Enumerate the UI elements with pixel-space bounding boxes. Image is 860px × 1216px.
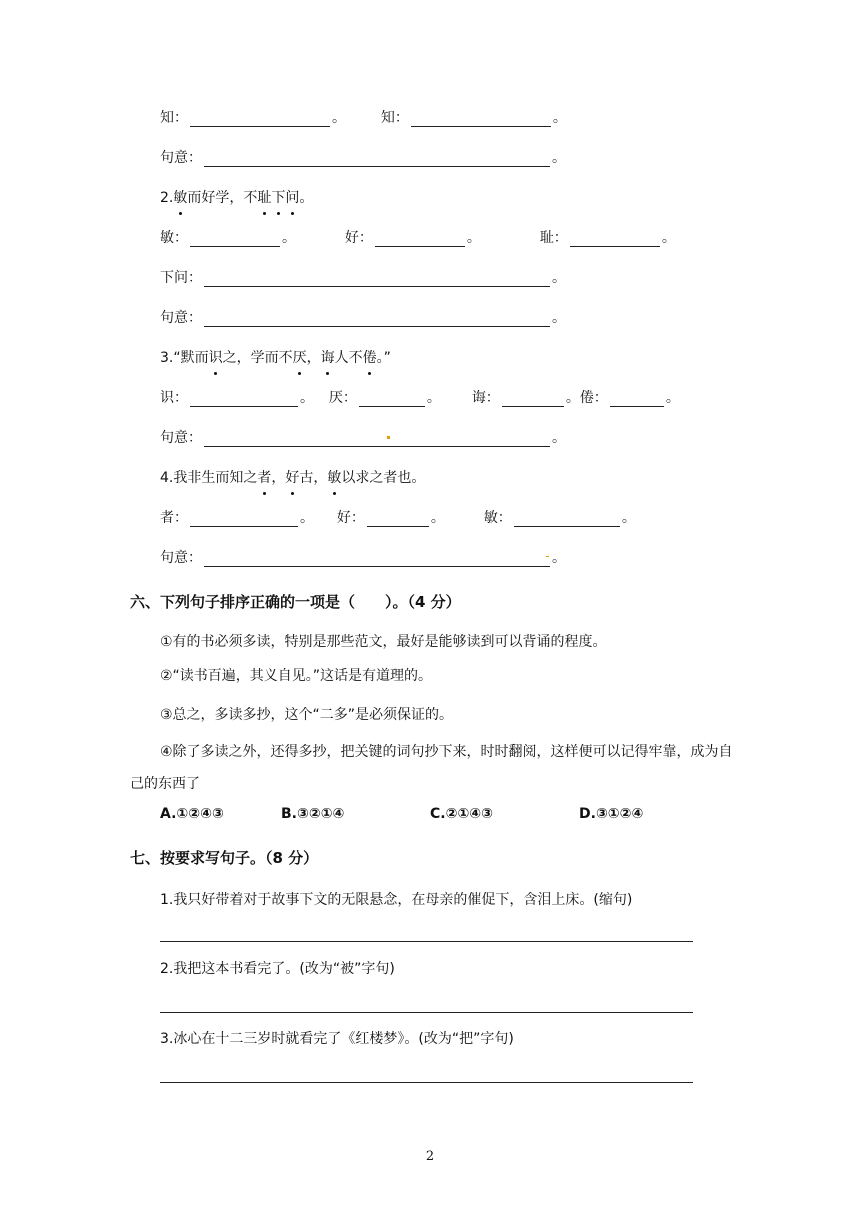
q4-min-end: 。 bbox=[621, 510, 636, 526]
q2-dotted-char: 耻 bbox=[257, 186, 271, 210]
q3-hui-label: 诲： bbox=[471, 390, 500, 406]
q2-min-blank[interactable] bbox=[190, 230, 280, 247]
q4-meaning-end: 。 bbox=[552, 550, 566, 566]
q4-meaning-blank[interactable] bbox=[204, 550, 550, 567]
section6-sentence-2: ②“读书百遍，其义自见。”这话是有道理的。 bbox=[160, 668, 433, 684]
q3-juan-label: 倦： bbox=[579, 390, 608, 406]
section7-heading: 七、按要求写句子。（8 分） bbox=[130, 849, 319, 867]
q4-title-part: 以求之者也。 bbox=[341, 470, 426, 486]
edit-marker bbox=[546, 556, 549, 557]
q2-min-label: 敏： bbox=[160, 230, 188, 246]
q2-meaning-row bbox=[160, 306, 566, 330]
q1-zhi1-end: 。 bbox=[332, 110, 346, 126]
q4-dotted-char: 敏 bbox=[327, 466, 341, 490]
q4-title bbox=[160, 466, 425, 490]
q3-shi-end: 。 bbox=[300, 390, 314, 406]
q2-title-part: 2. bbox=[160, 190, 174, 206]
q2-meaning-label: 句意： bbox=[160, 310, 202, 326]
q4-hao-end: 。 bbox=[430, 510, 445, 526]
q2-chi-blank[interactable] bbox=[570, 230, 660, 247]
q4-title-part: 4.我非生而知之 bbox=[160, 470, 258, 486]
q2-xiawen-row bbox=[160, 266, 566, 290]
section7-answer-line-3[interactable] bbox=[160, 1082, 693, 1083]
q3-meaning-row bbox=[160, 426, 566, 450]
q3-hui-end: 。 bbox=[565, 390, 580, 406]
section7-question-1: 1.我只好带着对于故事下文的无限悬念，在母亲的催促下，含泪上床。(缩句) bbox=[160, 892, 633, 908]
q1-zhi2-blank[interactable] bbox=[411, 110, 551, 127]
q2-dotted-char: 下 bbox=[271, 186, 285, 210]
section6-sentence-4: ④除了多读之外，还得多抄，把关键的词句抄下来，时时翻阅，这样便可以记得牢靠，成为自己的东西了 bbox=[130, 744, 733, 792]
q4-meaning-label: 句意： bbox=[160, 550, 202, 566]
q1-meaning-label: 句意： bbox=[160, 150, 202, 166]
q2-hao-blank[interactable] bbox=[375, 230, 465, 247]
q2-xiawen-end: 。 bbox=[552, 270, 566, 286]
q3-dotted-char: 倦 bbox=[363, 346, 377, 370]
choice-a[interactable]: A.①②④③ bbox=[160, 806, 224, 822]
q3-title bbox=[160, 346, 391, 370]
q2-meaning-blank[interactable] bbox=[204, 310, 550, 327]
q1-meaning-blank[interactable] bbox=[204, 150, 550, 167]
q4-title-part: ， bbox=[271, 470, 286, 486]
q3-title-part: 3.“默而 bbox=[160, 350, 209, 366]
choice-b[interactable]: B.③②①④ bbox=[281, 806, 345, 822]
q4-dotted-char: 好 bbox=[285, 466, 299, 490]
section7-question-3: 3.冰心在十二三岁时就看完了《红楼梦》。(改为“把”字句) bbox=[160, 1031, 514, 1047]
q1-zhi2-end: 。 bbox=[552, 110, 567, 126]
q3-shi-blank[interactable] bbox=[190, 390, 298, 407]
q3-title-part: 之，学而不 bbox=[222, 350, 293, 366]
section6-heading: 六、下列句子排序正确的一项是（ ）。（4 分） bbox=[130, 593, 461, 611]
q4-zhe-end: 。 bbox=[300, 510, 314, 526]
q3-juan-end: 。 bbox=[665, 390, 680, 406]
q3-meaning-label: 句意： bbox=[160, 430, 202, 446]
q2-hao-end: 。 bbox=[466, 230, 481, 246]
q2-xiawen-label: 下问： bbox=[160, 270, 202, 286]
q1-zhi2-label: 知： bbox=[380, 110, 409, 126]
q4-zhe-blank[interactable] bbox=[190, 510, 298, 527]
q2-chi-label: 耻： bbox=[539, 230, 568, 246]
q2-title bbox=[160, 186, 313, 210]
q4-zhe-label: 者： bbox=[160, 510, 188, 526]
q3-dotted-char: 识 bbox=[209, 346, 223, 370]
q2-hao-label: 好： bbox=[344, 230, 373, 246]
section6-sentence-1: ①有的书必须多读，特别是那些范文，最好是能够读到可以背诵的程度。 bbox=[160, 634, 607, 650]
q3-meaning-end: 。 bbox=[552, 430, 566, 446]
edit-marker bbox=[387, 436, 390, 439]
page-number: 2 bbox=[425, 1149, 435, 1164]
q3-juan-blank[interactable] bbox=[610, 390, 664, 407]
q3-words-row bbox=[160, 386, 680, 410]
q2-dotted-char: 问 bbox=[285, 186, 299, 210]
q4-min-blank[interactable] bbox=[514, 510, 620, 527]
q3-yan-end: 。 bbox=[426, 390, 441, 406]
q2-dotted-char: 敏 bbox=[173, 186, 187, 210]
q1-meaning-end: 。 bbox=[552, 150, 566, 166]
q4-meaning-row bbox=[160, 546, 566, 570]
q3-dotted-char: 诲 bbox=[321, 346, 335, 370]
choice-d[interactable]: D.③①②④ bbox=[579, 806, 644, 822]
section7-answer-line-1[interactable] bbox=[160, 941, 693, 942]
q3-yan-label: 厌： bbox=[328, 390, 357, 406]
q3-dotted-char: 厌 bbox=[293, 346, 307, 370]
q4-hao-blank[interactable] bbox=[367, 510, 429, 527]
q2-min-end: 。 bbox=[282, 230, 296, 246]
q3-title-part: 人不 bbox=[334, 350, 363, 366]
q2-words-row bbox=[160, 226, 676, 250]
q3-meaning-blank[interactable] bbox=[204, 430, 550, 447]
q4-dotted-char: 者 bbox=[257, 466, 271, 490]
q4-title-part: 古， bbox=[299, 470, 328, 486]
q3-hui-blank[interactable] bbox=[502, 390, 564, 407]
section6-sentence-3: ③总之，多读多抄，这个“二多”是必须保证的。 bbox=[160, 707, 454, 723]
q4-words-row bbox=[160, 506, 636, 530]
q3-title-part: ， bbox=[306, 350, 321, 366]
q2-xiawen-blank[interactable] bbox=[204, 270, 550, 287]
q4-hao-label: 好： bbox=[336, 510, 365, 526]
q1-zhi-row bbox=[160, 106, 567, 130]
q3-shi-label: 识： bbox=[160, 390, 188, 406]
q2-title-part: 而好学，不 bbox=[187, 190, 258, 206]
q2-title-part: 。 bbox=[299, 190, 314, 206]
q3-yan-blank[interactable] bbox=[359, 390, 425, 407]
q1-zhi1-label: 知： bbox=[160, 110, 188, 126]
q1-zhi1-blank[interactable] bbox=[190, 110, 330, 127]
q2-chi-end: 。 bbox=[661, 230, 676, 246]
choice-c[interactable]: C.②①④③ bbox=[430, 806, 494, 822]
q3-title-part: 。” bbox=[376, 350, 391, 366]
section7-question-2: 2.我把这本书看完了。(改为“被”字句) bbox=[160, 961, 395, 977]
q2-meaning-end: 。 bbox=[552, 310, 566, 326]
q1-meaning-row bbox=[160, 146, 566, 170]
q4-min-label: 敏： bbox=[483, 510, 512, 526]
section7-answer-line-2[interactable] bbox=[160, 1012, 693, 1013]
